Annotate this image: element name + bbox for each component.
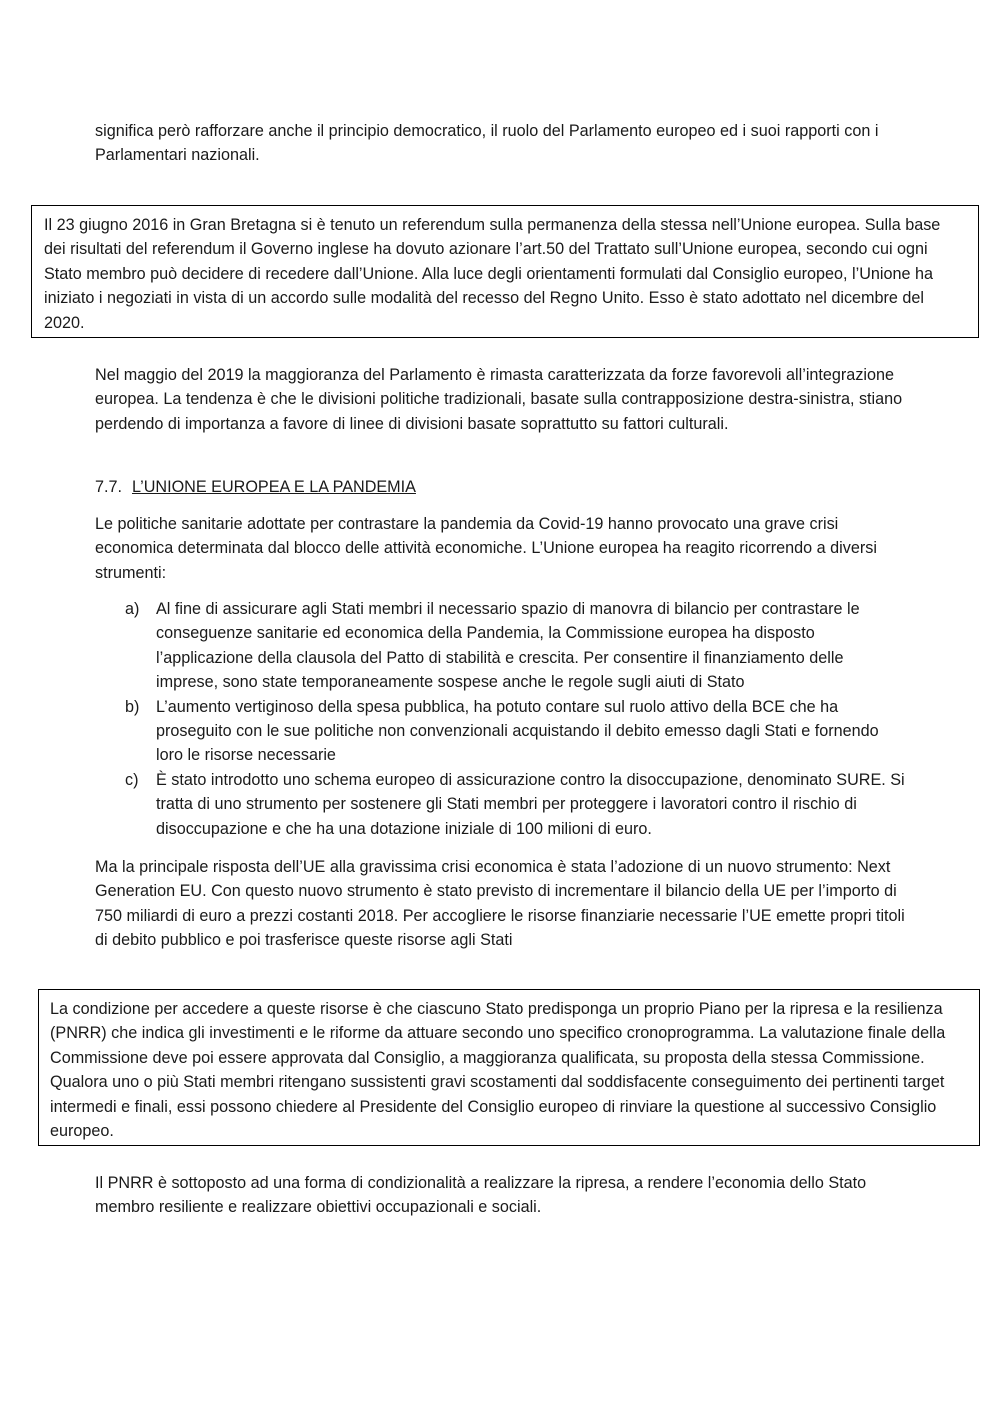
elections-2019-paragraph: Nel maggio del 2019 la maggioranza del Parlamento è rimasta caratterizzata da forze favorevoli all’integrazione europea. La tendenza è che le divisioni politiche tradizionali, basate sulla contrapposizione destra-sinistra, stiano perdendo di importanza a favore di linee di divisioni basate soprattutto su fattori culturali. bbox=[95, 366, 903, 433]
list-item bbox=[95, 768, 905, 841]
list-marker: a) bbox=[125, 600, 140, 618]
brexit-text-box bbox=[31, 205, 979, 338]
list-item-text: È stato introdotto uno schema europeo di assicurazione contro la disoccupazione, denominato SURE. Si tratta di uno strumento per sostenere gli Stati membri per proteggere i lavoratori contro il rischio di disoccupazione e che ha una dotazione iniziale di 100 milioni di euro. bbox=[156, 770, 905, 838]
intro-paragraph: significa però rafforzare anche il principio democratico, il ruolo del Parlamento europeo ed i suoi rapporti con i Parlamentari nazionali. bbox=[95, 122, 879, 165]
measures-list bbox=[95, 597, 905, 841]
list-item bbox=[95, 695, 905, 768]
list-item bbox=[95, 597, 905, 695]
section-title: L’UNIONE EUROPEA E LA PANDEMIA bbox=[132, 478, 416, 496]
pnrr-conditionality-paragraph: Il PNRR è sottoposto ad una forma di condizionalità a realizzare la ripresa, a rendere l’economia dello Stato membro resiliente e realizzare obiettivi occupazionali e sociali. bbox=[95, 1174, 867, 1217]
list-item-text: L’aumento vertiginoso della spesa pubblica, ha potuto contare sul ruolo attivo della BCE che ha proseguito con le sue politiche non convenzionali acquistando il debito emesso dagli Stati e fornendo loro le risorse necessarie bbox=[156, 697, 879, 765]
next-generation-paragraph: Ma la principale risposta dell’UE alla gravissima crisi economica è stata l’adozione di un nuovo strumento: Next Generation EU. Con questo nuovo strumento è stato previsto di incrementare il bilancio della UE per l’importo di 750 miliardi di euro a prezzi costanti 2018. Per accogliere le risorse finanziarie necessarie l’UE emette propri titoli di debito pubblico e poi trasferisce queste risorse agli Stati bbox=[95, 858, 905, 950]
brexit-text: Il 23 giugno 2016 in Gran Bretagna si è tenuto un referendum sulla permanenza della stessa nell’Unione europea. Sulla base dei risultati del referendum il Governo inglese ha dovuto azionare l’art.50 del Trattato sull’Unione europea, secondo cui ogni Stato membro può decidere di recedere dall’Unione. Alla luce degli orientamenti formulati dal Consiglio europeo, l’Unione ha iniziato i negoziati in vista di un accordo sulle modalità del recesso del Regno Unito. Esso è stato adottato nel dicembre del 2020. bbox=[44, 216, 941, 332]
pandemic-intro-paragraph: Le politiche sanitarie adottate per contrastare la pandemia da Covid-19 hanno provocato una grave crisi economica determinata dal blocco delle attività economiche. L’Unione europea ha reagito ricorrendo a diversi strumenti: bbox=[95, 515, 877, 582]
section-heading bbox=[95, 475, 416, 499]
pnrr-text-box bbox=[38, 989, 980, 1146]
pnrr-text: La condizione per accedere a queste risorse è che ciascuno Stato predisponga un proprio Piano per la ripresa e la resilienza (PNRR) che indica gli investimenti e le riforme da attuare secondo uno specifico cronoprogramma. La valutazione finale della Commissione deve poi essere approvata dal Consiglio, a maggioranza qualificata, su proposta della stessa Commissione. Qualora uno o più Stati membri ritengano sussistenti gravi scostamenti dal soddisfacente conseguimento dei pertinenti target intermedi e finali, essi possono chiedere al Presidente del Consiglio europeo di rinviare la questione al successivo Consiglio europeo. bbox=[50, 1000, 946, 1141]
section-number: 7.7. bbox=[95, 478, 123, 496]
list-marker: b) bbox=[125, 697, 140, 716]
list-marker: c) bbox=[125, 770, 139, 789]
list-item-text: Al fine di assicurare agli Stati membri il necessario spazio di manovra di bilancio per contrastare le conseguenze sanitarie ed economica della Pandemia, la Commissione europea ha disposto l’applicazione della clausola del Patto di stabilità e crescita. Per consentire il finanziamento delle imprese, sono state temporaneamente sospese anche le regole sugli aiuti di Stato bbox=[156, 600, 860, 692]
